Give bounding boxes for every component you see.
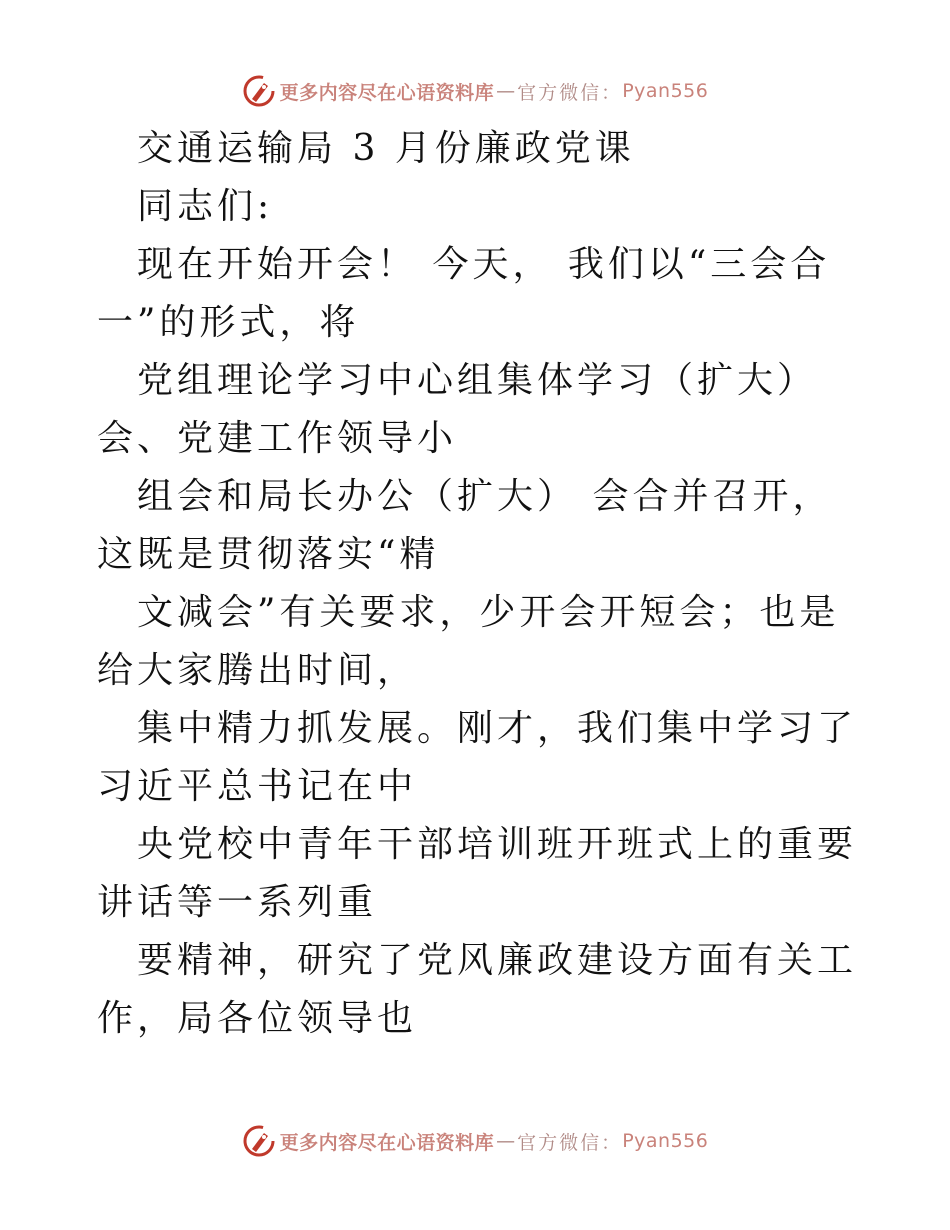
watermark-sub-text: 官方微信：	[517, 81, 623, 104]
watermark-dash: —	[496, 1130, 516, 1152]
watermark-main-text: 更多内容尽在心语资料库	[279, 81, 495, 104]
paragraph-line: 要精神，研究了党风廉政建设方面有关工作，局各位领导也	[97, 940, 858, 1039]
pen-nib-logo-icon	[242, 74, 276, 108]
paragraph-line: 组会和局长办公（扩大） 会合并召开， 这既是贯彻落实“精	[97, 476, 833, 575]
watermark-main-text: 更多内容尽在心语资料库	[279, 1131, 495, 1154]
paragraph-line: 集中精力抓发展。刚才，我们集中学习了习近平总书记在中	[97, 708, 858, 807]
document-body	[97, 120, 857, 1048]
document-greeting: 同志们:	[137, 186, 274, 227]
watermark-header	[0, 74, 950, 108]
watermark-id: Pyan556	[622, 80, 709, 102]
watermark-dash: —	[496, 80, 516, 102]
paragraph-line: 党组理论学习中心组集体学习（扩大） 会、党建工作领导小	[97, 360, 818, 459]
watermark-footer	[0, 1124, 950, 1158]
watermark-id: Pyan556	[622, 1130, 709, 1152]
paragraph-line: 央党校中青年干部培训班开班式上的重要讲话等一系列重	[97, 824, 858, 923]
watermark-sub-text: 官方微信：	[517, 1131, 623, 1154]
document-title: 交通运输局 3 月份廉政党课	[137, 128, 635, 169]
pen-nib-logo-icon	[242, 1124, 276, 1158]
paragraph-line: 现在开始开会！ 今天， 我们以“三会合一”的形式，将	[97, 244, 831, 343]
paragraph-line: 文减会”有关要求，少开会开短会；也是给大家腾出时间，	[97, 592, 840, 691]
